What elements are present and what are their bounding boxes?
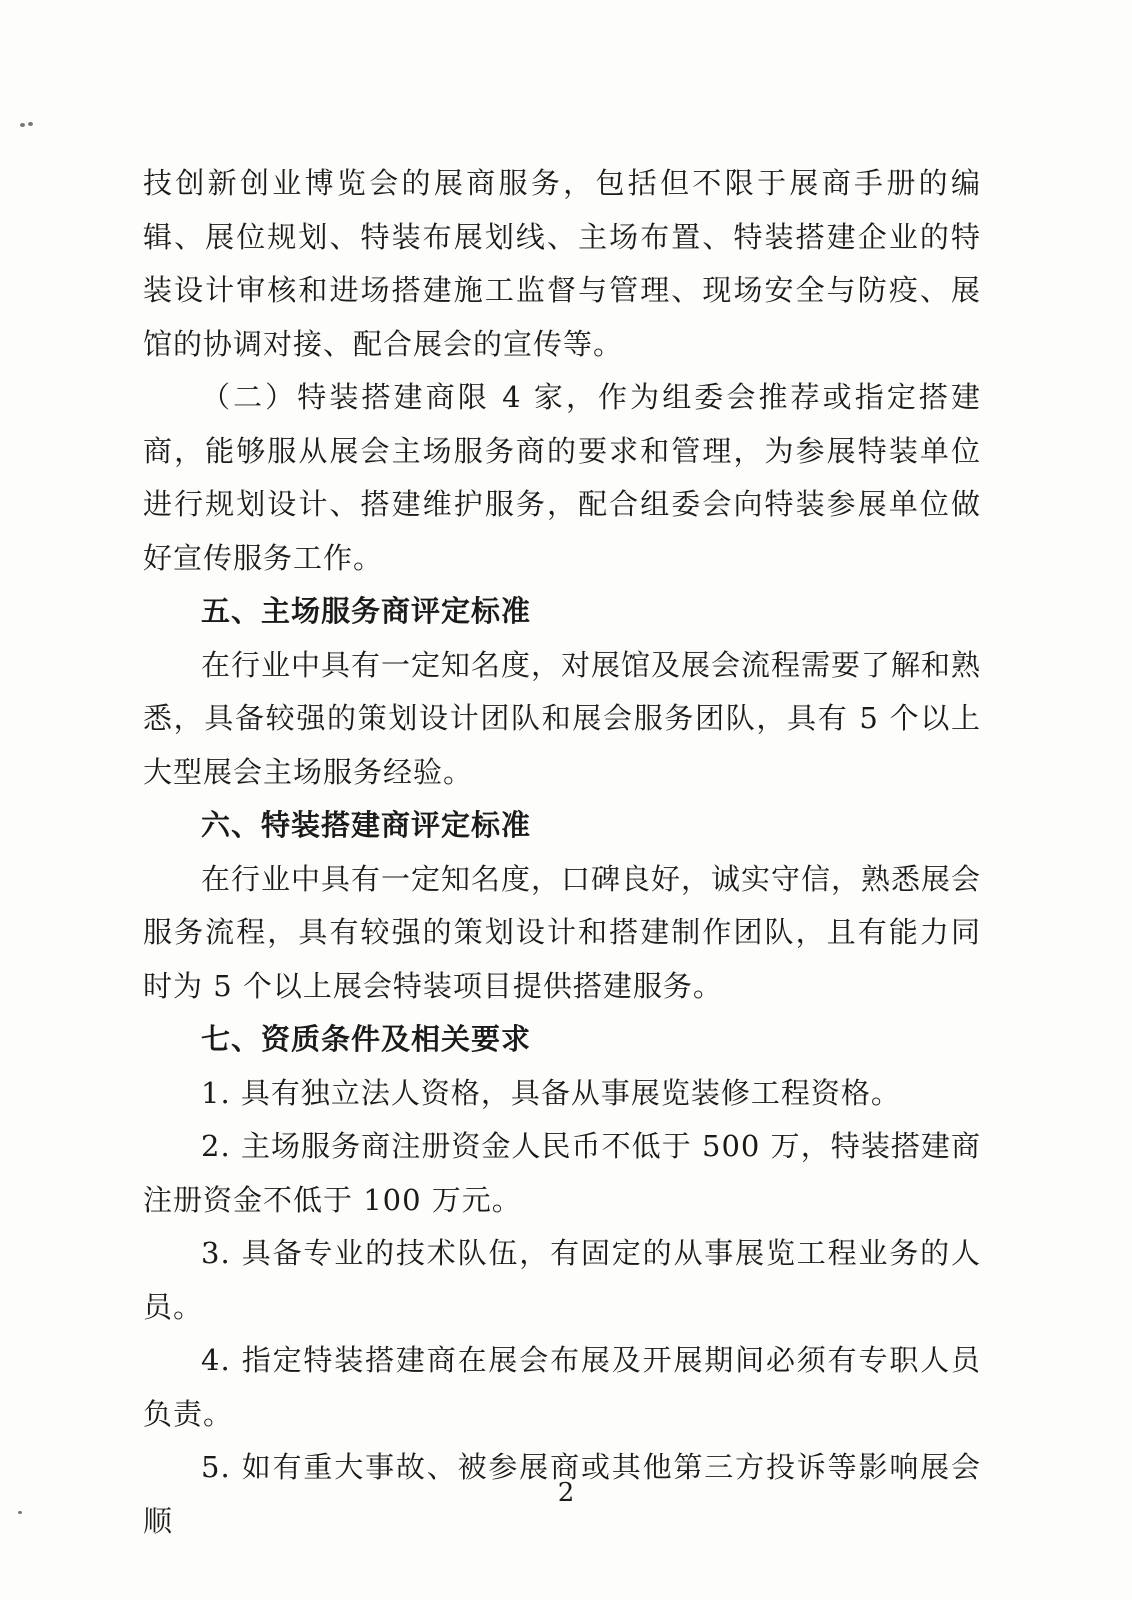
section-heading-5: 五、主场服务商评定标准 [201,594,532,628]
requirement-item-5: 5. 如有重大事故、被参展商或其他第三方投诉等影响展会顺 [143,1450,981,1538]
section-heading-6: 六、特装搭建商评定标准 [201,808,532,842]
scan-speck [18,1511,22,1514]
requirement-item-3: 3. 具备专业的技术队伍，有固定的从事展览工程业务的人员。 [143,1236,981,1324]
requirement-item-4: 4. 指定特装搭建商在展会布展及开展期间必须有专职人员负责。 [143,1343,981,1431]
paragraph-special-builders: （二）特装搭建商限 4 家，作为组委会推荐或指定搭建商，能够服从展会主场服务商的要求和管理，为参展特装单位进行规划设计、搭建维护服务，配合组委会向特装参展单位做好宣传服务工作。 [143,380,981,575]
document-body [143,157,981,1548]
requirement-item-2: 2. 主场服务商注册资金人民币不低于 500 万，特装搭建商注册资金不低于 100 万元。 [143,1129,981,1217]
requirement-item-1: 1. 具有独立法人资格，具备从事展览装修工程资格。 [201,1075,901,1110]
paragraph-builder-criteria: 在行业中具有一定知名度，口碑良好，诚实守信，熟悉展会服务流程，具有较强的策划设计和搭建制作团队，且有能力同时为 5 个以上展会特装项目提供搭建服务。 [143,861,982,1003]
scan-speck [20,123,25,127]
paragraph-continuation: 技创新创业博览会的展商服务，包括但不限于展商手册的编辑、展位规划、特装布展划线、主场布置、特装搭建企业的特装设计审核和进场搭建施工监督与管理、现场安全与防疫、展馆的协调对接、配合展会的宣传等。 [143,166,981,361]
scan-speck [28,122,33,126]
paragraph-main-service-criteria: 在行业中具有一定知名度，对展馆及展会流程需要了解和熟悉，具备较强的策划设计团队和展会服务团队，具有 5 个以上大型展会主场服务经验。 [143,647,982,789]
section-heading-7: 七、资质条件及相关要求 [201,1022,532,1056]
page-number: 2 [557,1478,575,1508]
